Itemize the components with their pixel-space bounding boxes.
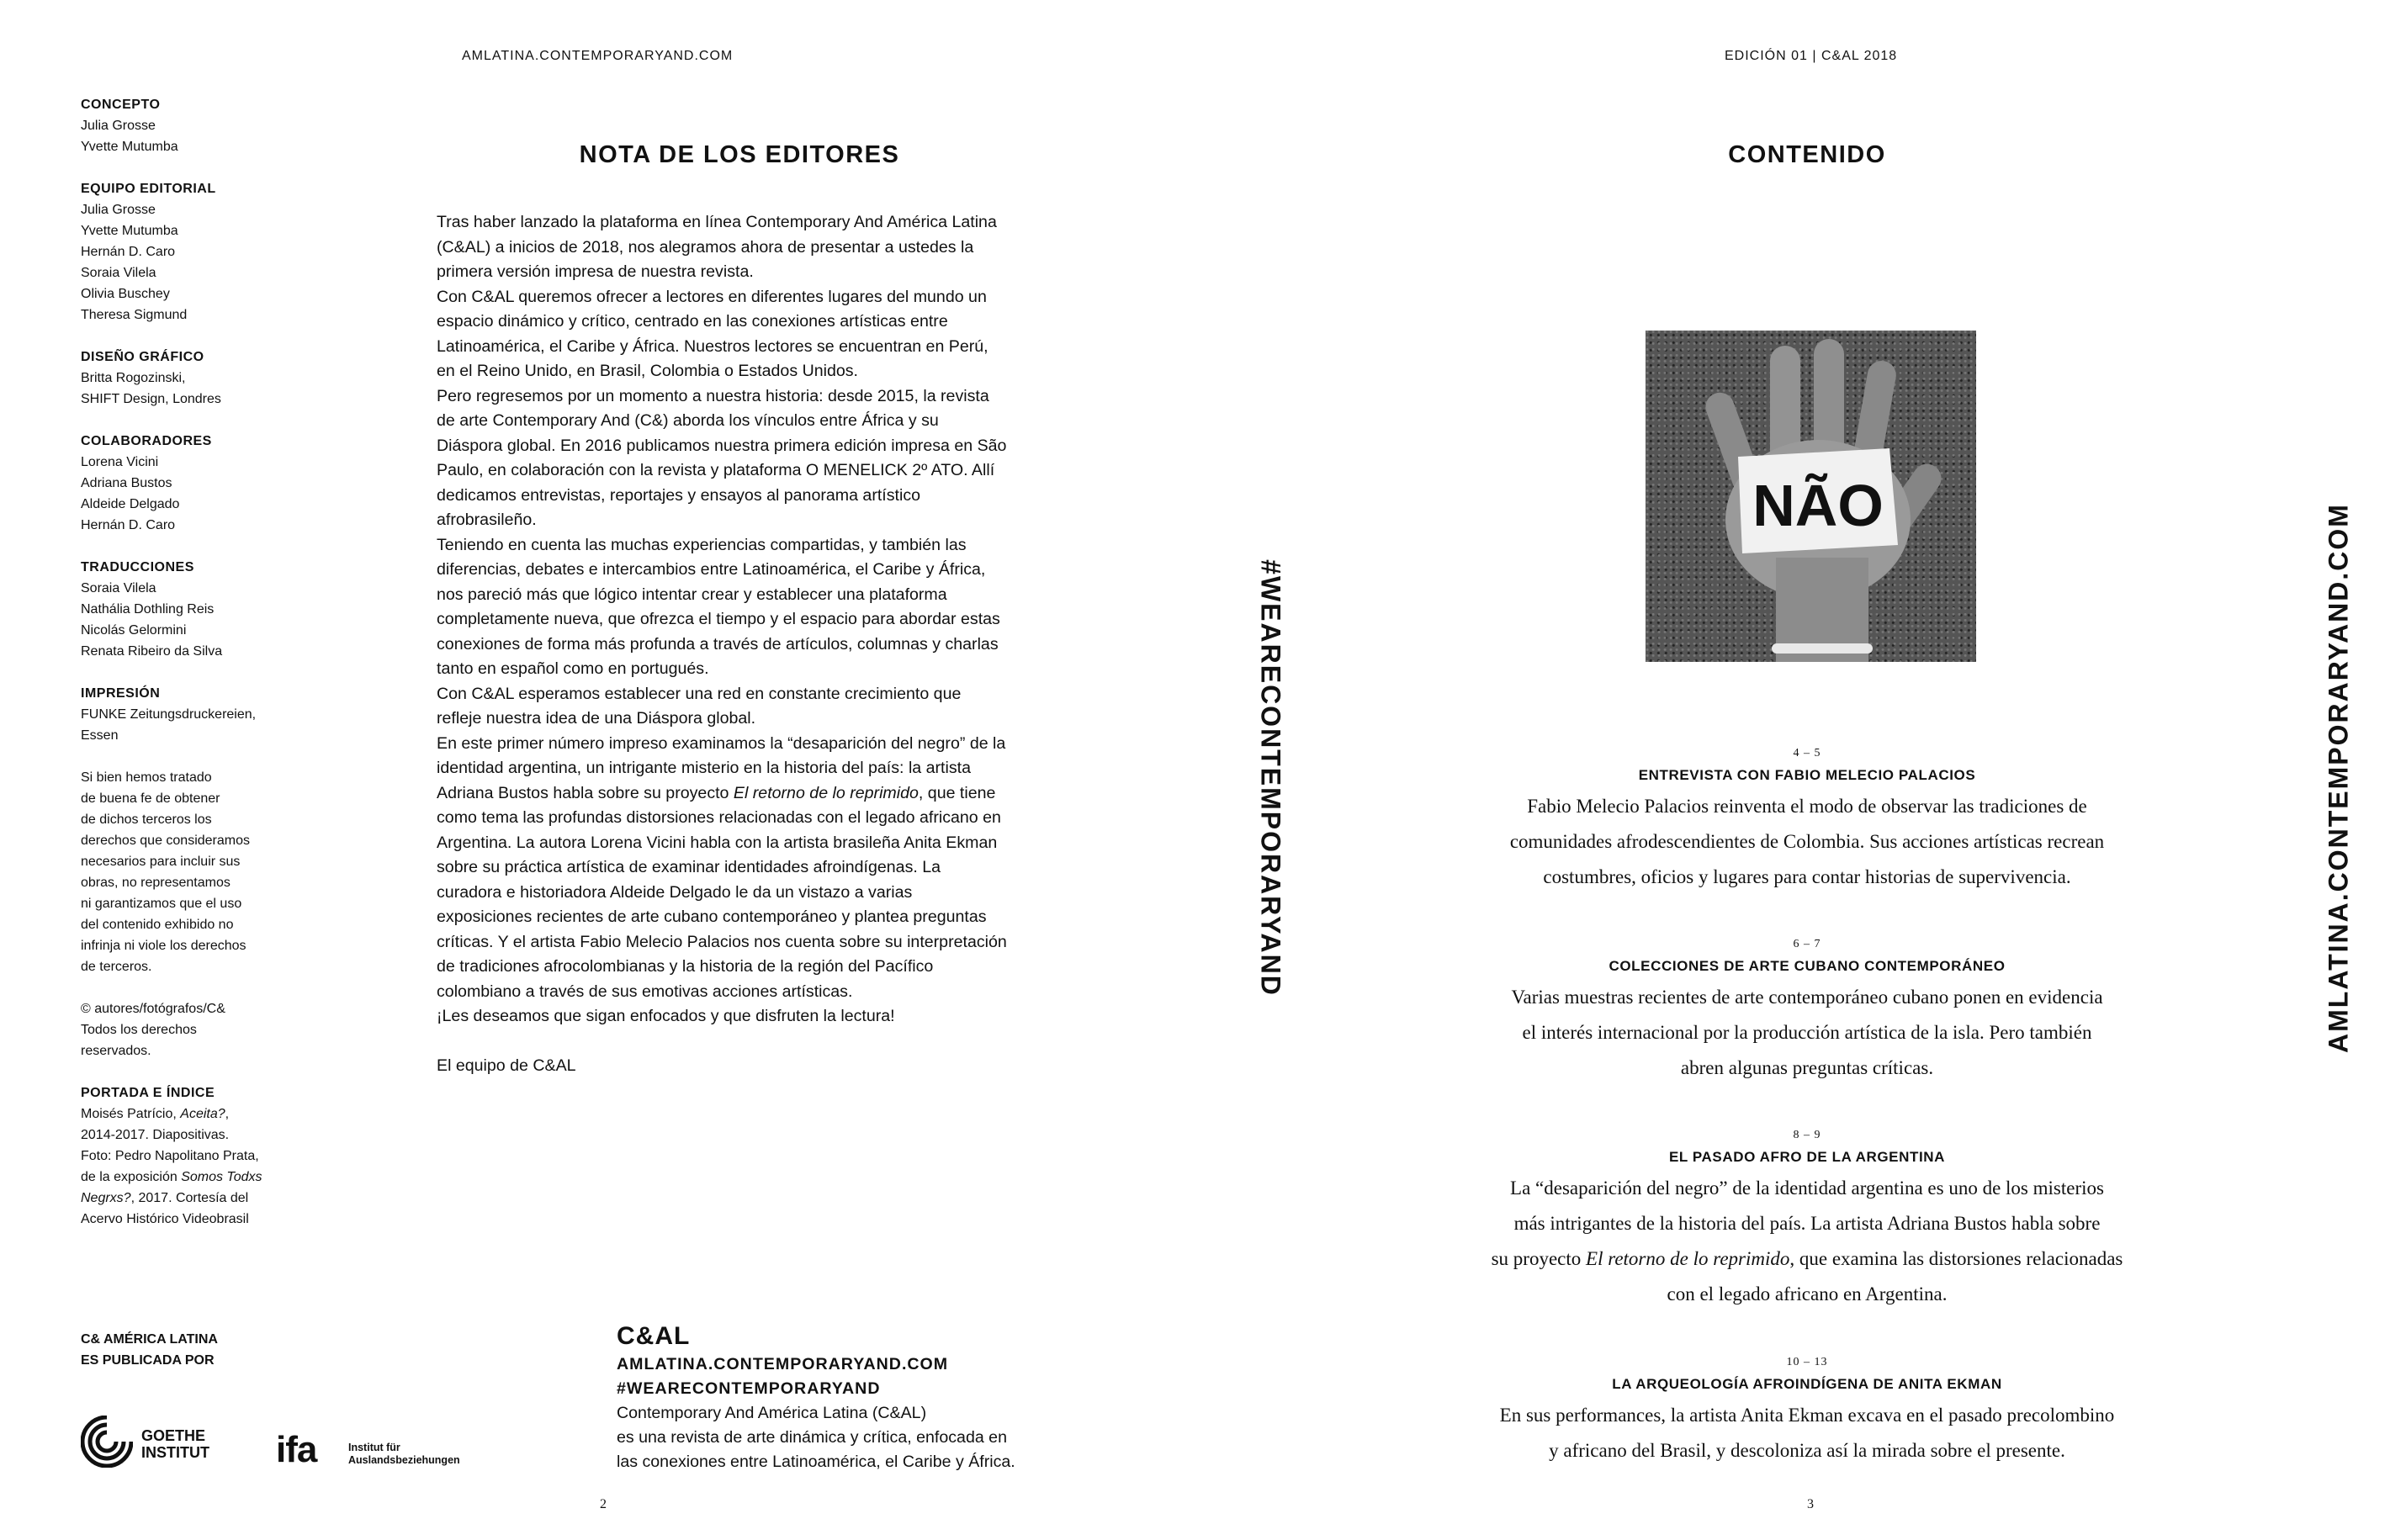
hand-photo [1646, 331, 1976, 662]
portada-line: 2014-2017. Diapositivas. [81, 1128, 230, 1142]
credits-line: Nathália Dothling Reis [81, 602, 215, 617]
credits-line: Essen [81, 728, 119, 743]
credits-line: Theresa Sigmund [81, 308, 188, 322]
disclaimer-line: Si bien hemos tratado [81, 770, 212, 785]
credits-line: Yvette Mutumba [81, 224, 178, 238]
credits-line: Yvette Mutumba [81, 140, 178, 154]
cal-description: las conexiones entre Latinoamérica, el Caribe y África. [617, 1453, 1015, 1471]
credits-line: Olivia Buschey [81, 287, 170, 301]
credits-line: SHIFT Design, Londres [81, 392, 221, 406]
credits-impresion [81, 683, 283, 746]
disclaimer-line: derechos que consideramos [81, 834, 251, 848]
header-edition: EDICIÓN 01 | C&AL 2018 [1725, 49, 1898, 63]
toc-pages: 4 – 5 [1793, 747, 1821, 759]
cal-description: Contemporary And América Latina (C&AL) [617, 1404, 927, 1422]
toc-description: La “desaparición del negro” de la identidad argentina es uno de los misterios más intrigantes de la historia del país. La artista Adriana Bustos habla sobre su proyecto El retorno de lo reprimido, que examina las distorsiones relacionadas con el legado africano en Argentina. [1491, 1177, 2123, 1305]
site-url-vertical: AMLATINA.CONTEMPORARYAND.COM [2323, 503, 2354, 1053]
toc-item [1479, 1356, 2135, 1469]
credits-portada [81, 1082, 283, 1230]
page-number-left: 2 [600, 1497, 607, 1511]
credits-concepto [81, 94, 283, 157]
editorial-paragraph: Pero regresemos por un momento a nuestra historia: desde 2015, la revista de arte Contemporary And (C&) aborda los vínculos entre África y su Diáspora global. En 2016 publicamos nuestra primera edición impresa en São Paulo, en colaboración con la revista y plataforma O MENELICK 2º ATO. Allí dedicamos entrevistas, reportajes y ensayos al panorama artístico afrobrasileño. [437, 386, 1007, 529]
copyright [81, 998, 283, 1061]
editorial-paragraph: En este primer número impreso examinamos la “desaparición del negro” de la identidad argentina, un intrigante misterio en la historia del país: la artista Adriana Bustos habla sobre su proyecto El retorno de lo reprimido, que tiene como tema las profundas distorsiones relacionadas con el legado africano en Argentina. La autora Lorena Vicini habla con la artista brasileña Anita Ekman sobre su práctica artística de examinar identidades afroindígenas. La curadora e historiadora Aldeide Delgado le da un vistazo a varias exposiciones recientes de arte cubano contemporáneo y plantea preguntas críticas. Y el artista Fabio Melecio Palacios nos cuenta sobre su interpretación de tradiciones afrocolombianas y la historia de la región del Pacífico colombiano a través de sus emotivas acciones artísticas. [437, 733, 1007, 1001]
disclaimer-line: de dichos terceros los [81, 812, 212, 827]
credits-equipo-editorial [81, 178, 283, 325]
credits-heading: TRADUCCIONES [81, 560, 194, 574]
credits-line: Aldeide Delgado [81, 497, 180, 511]
portada-line: Acervo Histórico Videobrasil [81, 1212, 249, 1226]
toc-pages: 6 – 7 [1793, 938, 1821, 950]
portada-line: Foto: Pedro Napolitano Prata, [81, 1149, 259, 1163]
header-site-url: AMLATINA.CONTEMPORARYAND.COM [462, 49, 734, 63]
page-number-right: 3 [1807, 1497, 1814, 1511]
goethe-institut-logo: GOETHE INSTITUT [81, 1416, 133, 1472]
credits-line: Adriana Bustos [81, 476, 172, 490]
credits-line: Soraia Vilela [81, 266, 156, 280]
cal-logo-block [617, 1320, 1088, 1474]
credits-column [81, 94, 283, 1251]
hashtag-vertical: #WEARECONTEMPORARYAND [1255, 559, 1286, 997]
credits-heading: DISEÑO GRÁFICO [81, 350, 204, 364]
editorial-title: NOTA DE LOS EDITORES [579, 141, 900, 168]
credits-heading: CONCEPTO [81, 98, 161, 112]
credits-line: Lorena Vicini [81, 455, 159, 469]
disclaimer-line: de terceros. [81, 960, 152, 974]
disclaimer [81, 767, 283, 977]
photo-sign-text: NÃO [1752, 473, 1884, 538]
toc-heading: COLECCIONES DE ARTE CUBANO CONTEMPORÁNEO [1609, 958, 2006, 974]
toc-pages: 10 – 13 [1786, 1356, 1828, 1368]
goethe-spiral-icon [81, 1416, 133, 1468]
credits-traducciones [81, 557, 283, 662]
ifa-logo: ifa Institut für Auslandsbeziehungen [276, 1429, 460, 1470]
cal-description: es una revista de arte dinámica y crítica, enfocada en [617, 1428, 1007, 1447]
editorial-body [437, 210, 1009, 1078]
editorial-paragraph: Tras haber lanzado la plataforma en línea Contemporary And América Latina (C&AL) a inicios de 2018, nos alegramos ahora de presentar a ustedes la primera versión impresa de nuestra revista. [437, 213, 997, 281]
disclaimer-line: ni garantizamos que el uso [81, 897, 242, 911]
toc-item [1479, 938, 2135, 1086]
editorial-paragraph: ¡Les deseamos que sigan enfocados y que disfruten la lectura! [437, 1007, 895, 1025]
copyright-line: © autores/fotógrafos/C& [81, 1002, 225, 1016]
credits-line: Julia Grosse [81, 203, 156, 217]
editorial-paragraph: Teniendo en cuenta las muchas experiencias compartidas, y también las diferencias, debates e intercambios entre Latinoamérica, el Caribe y África, nos pareció más que lógico intentar crear y establecer una plataforma completamente nueva, que ofrezca el tiempo y el espacio para abordar estas conexiones de forma más profunda a través de artículos, columnas y charlas tanto en español como en portugués. [437, 535, 1000, 678]
credits-heading: EQUIPO EDITORIAL [81, 182, 216, 196]
disclaimer-line: obras, no representamos [81, 876, 231, 890]
credits-line: Julia Grosse [81, 119, 156, 133]
toc-pages: 8 – 9 [1793, 1129, 1821, 1141]
credits-colaboradores [81, 431, 283, 536]
credits-heading: IMPRESIÓN [81, 686, 161, 701]
toc-description: Fabio Melecio Palacios reinventa el modo de observar las tradiciones de comunidades afrodescendientes de Colombia. Sus acciones artísticas recrean costumbres, oficios y lugares para contar historias de supervivencia. [1509, 796, 2105, 887]
credits-line: Nicolás Gelormini [81, 623, 187, 638]
copyright-line: Todos los derechos [81, 1023, 197, 1037]
credits-heading: PORTADA E ÍNDICE [81, 1086, 215, 1100]
credits-line: Britta Rogozinski, [81, 371, 186, 385]
toc-description: Varias muestras recientes de arte contemporáneo cubano ponen en evidencia el interés internacional por la producción artística de la isla. Pero también abren algunas preguntas críticas. [1511, 987, 2103, 1078]
editorial-paragraph: Con C&AL queremos ofrecer a lectores en diferentes lugares del mundo un espacio dinámico y crítico, centrado en las conexiones artísticas entre Latinoamérica, el Caribe y África. Nuestros lectores se encuentran en Perú, en el Reino Unido, en Brasil, Colombia o Estados Unidos. [437, 287, 988, 380]
credits-line: Hernán D. Caro [81, 245, 176, 259]
credits-line: Soraia Vilela [81, 581, 156, 595]
ifa-mark: ifa [276, 1429, 317, 1470]
disclaimer-line: necesarios para incluir sus [81, 855, 241, 869]
toc-heading: LA ARQUEOLOGÍA AFROINDÍGENA DE ANITA EKMAN [1612, 1376, 2002, 1392]
contents-title: CONTENIDO [1728, 141, 1886, 168]
portada-line: Moisés Patrício, Aceita?, [81, 1107, 230, 1121]
toc-description: En sus performances, la artista Anita Ekman excava en el pasado precolombino y africano del Brasil, y descoloniza así la mirada sobre el presente. [1499, 1405, 2115, 1461]
credits-heading: COLABORADORES [81, 434, 212, 448]
credits-line: FUNKE Zeitungsdruckereien, [81, 707, 257, 722]
toc-heading: ENTREVISTA CON FABIO MELECIO PALACIOS [1638, 767, 1976, 783]
publisher-label: C& AMÉRICA LATINA ES PUBLICADA POR [81, 1332, 218, 1368]
credits-line: Hernán D. Caro [81, 518, 176, 532]
editorial-paragraph: Con C&AL esperamos establecer una red en constante crecimiento que refleje nuestra idea de una Diáspora global. [437, 684, 962, 728]
disclaimer-line: del contenido exhibido no [81, 918, 234, 932]
disclaimer-line: de buena fe de obtener [81, 791, 220, 806]
credits-diseno [81, 347, 283, 410]
cover-photo [1646, 331, 1976, 662]
toc-item [1479, 747, 2135, 895]
disclaimer-line: infrinja ni viole los derechos [81, 939, 246, 953]
editorial-signature: El equipo de C&AL [437, 1056, 576, 1075]
portada-line: de la exposición Somos Todxs [81, 1170, 262, 1184]
cal-url: AMLATINA.CONTEMPORARYAND.COM [617, 1355, 949, 1373]
toc-item [1479, 1129, 2135, 1312]
cal-hashtag: #WEARECONTEMPORARYAND [617, 1379, 881, 1398]
copyright-line: reservados. [81, 1044, 151, 1058]
credits-line: Renata Ribeiro da Silva [81, 644, 223, 659]
portada-line: Negrxs?, 2017. Cortesía del [81, 1191, 249, 1205]
cal-brand: C&AL [617, 1322, 691, 1350]
toc-heading: EL PASADO AFRO DE LA ARGENTINA [1668, 1149, 1946, 1165]
